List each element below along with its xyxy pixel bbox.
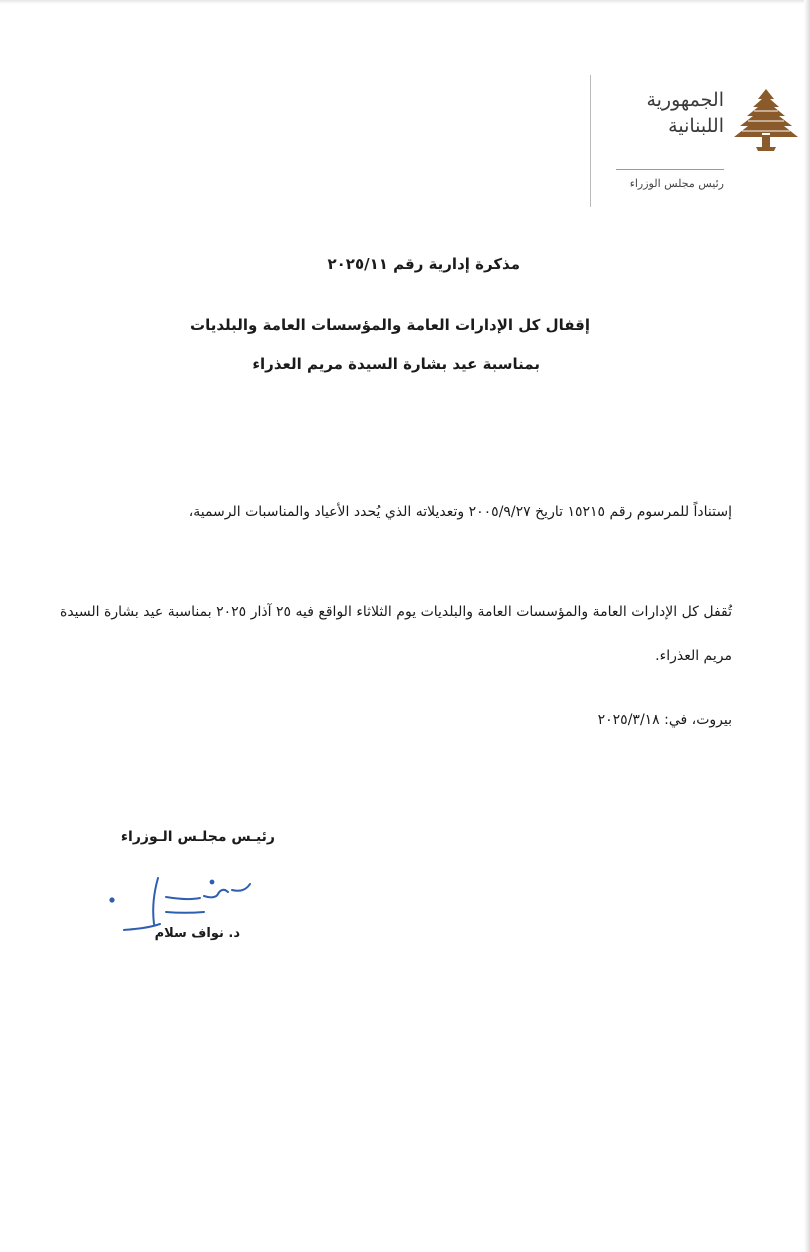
- cedar-icon: [730, 87, 802, 157]
- letterhead: [590, 75, 805, 210]
- page-top-shadow: [0, 0, 810, 4]
- signatory-name: د. نواف سلام: [154, 926, 240, 941]
- letterhead-republic: الجمهورية: [646, 89, 724, 111]
- letterhead-office: رئيس مجلس الوزراء: [629, 177, 724, 190]
- signatory-title: رئيـس مجلـس الـوزراء: [120, 829, 275, 845]
- letterhead-lebanese: اللبنانية: [668, 115, 724, 137]
- memo-subject-line-1: إقفال كل الإدارات العامة والمؤسسات العامة والبلديات: [190, 316, 590, 334]
- body-paragraph-2: تُقفل كل الإدارات العامة والمؤسسات العامة والبلديات يوم الثلاثاء الواقع فيه ٢٥ آذار ٢٠٢٥ بمناسبة عيد بشارة السيدة مريم العذراء.: [60, 604, 733, 664]
- letterhead-rule: [616, 169, 724, 170]
- date-line: بيروت، في: ٢٠٢٥/٣/١٨: [597, 712, 732, 728]
- memo-title: مذكرة إدارية رقم ٢٠٢٥/١١: [327, 255, 520, 273]
- letterhead-divider: [590, 75, 591, 207]
- body-paragraph-1: إستناداً للمرسوم رقم ١٥٢١٥ تاريخ ٢٠٠٥/٩/٢٧ وتعديلاته الذي يُحدد الأعياد والمناسبات الرسمية،: [188, 504, 732, 520]
- memo-subject-line-2: بمناسبة عيد بشارة السيدة مريم العذراء: [252, 355, 540, 373]
